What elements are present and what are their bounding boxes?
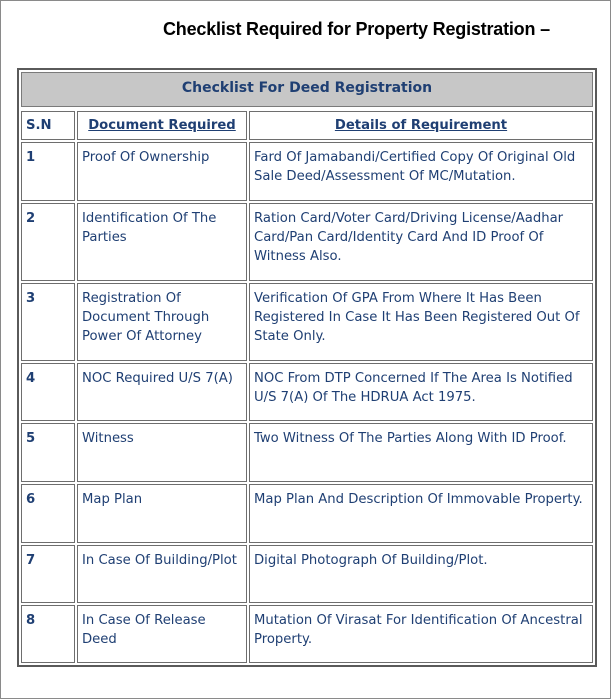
row-details: Verification Of GPA From Where It Has Been Registered In Case It Has Been Registered Out Of State Only. [249,283,593,361]
table-row [21,484,593,543]
row-sn: 8 [21,605,75,663]
table-row [21,363,593,421]
row-sn: 3 [21,283,75,361]
table-row [21,605,593,663]
row-details: Ration Card/Voter Card/Driving License/Aadhar Card/Pan Card/Identity Card And ID Proof Of Witness Also. [249,203,593,281]
table-row [21,142,593,201]
row-sn: 6 [21,484,75,543]
row-document: Witness [77,423,247,482]
row-document: Proof Of Ownership [77,142,247,201]
row-details: Digital Photograph Of Building/Plot. [249,545,593,603]
row-details: Two Witness Of The Parties Along With ID Proof. [249,423,593,482]
table-row [21,203,593,281]
row-sn: 4 [21,363,75,421]
row-document: In Case Of Release Deed [77,605,247,663]
table-row [21,545,593,603]
header-details-of-requirement: Details of Requirement [249,111,593,140]
header-document-required: Document Required [77,111,247,140]
row-document: Identification Of The Parties [77,203,247,281]
table-row [21,423,593,482]
row-details: Fard Of Jamabandi/Certified Copy Of Original Old Sale Deed/Assessment Of MC/Mutation. [249,142,593,201]
row-sn: 7 [21,545,75,603]
row-sn: 2 [21,203,75,281]
header-sn: S.N [21,111,75,140]
table-row [21,283,593,361]
row-document: In Case Of Building/Plot [77,545,247,603]
row-sn: 5 [21,423,75,482]
row-document: Registration Of Document Through Power Of Attorney [77,283,247,361]
row-details: NOC From DTP Concerned If The Area Is Notified U/S 7(A) Of The HDRUA Act 1975. [249,363,593,421]
checklist-table-frame [17,68,597,667]
row-details: Map Plan And Description Of Immovable Property. [249,484,593,543]
table-header-row [21,111,593,140]
row-sn: 1 [21,142,75,201]
table-caption: Checklist For Deed Registration [21,72,593,107]
row-document: Map Plan [77,484,247,543]
checklist-table [19,109,595,665]
row-document: NOC Required U/S 7(A) [77,363,247,421]
row-details: Mutation Of Virasat For Identification Of Ancestral Property. [249,605,593,663]
page-title: Checklist Required for Property Registration – [163,19,550,39]
